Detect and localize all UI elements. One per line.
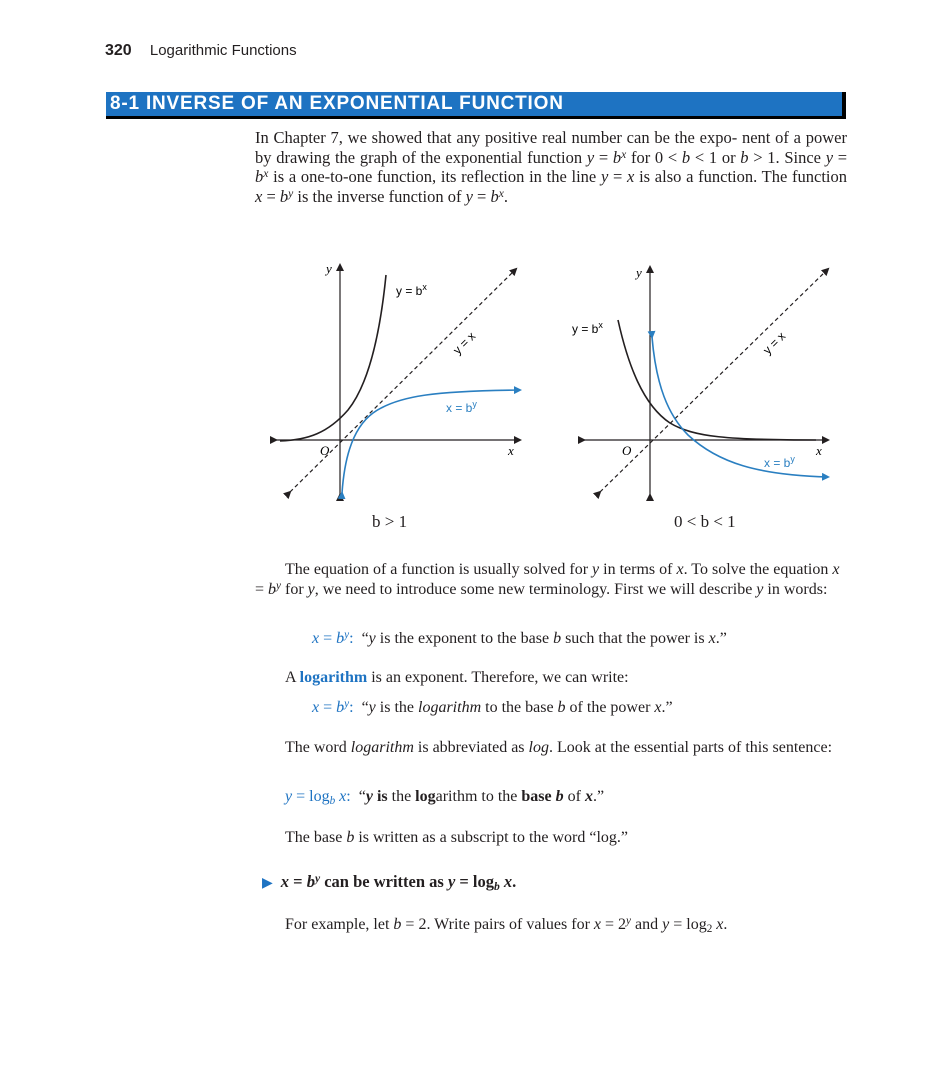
identity-line xyxy=(290,269,516,492)
graph-b-greater-than-1-svg xyxy=(268,255,543,500)
paragraph-example: For example, let b = 2. Write pairs of values for $x = 2^y$ and $y = \log_2 x$. xyxy=(285,914,728,935)
paragraph-abbreviation: The word logarithm is abbreviated as log. Look at the essential parts of this sentence: xyxy=(285,739,833,756)
identity-label: y = x xyxy=(760,329,789,358)
equation-exponent-definition: $x = b^y$: “y is the exponent to the base b such that the power is x.” xyxy=(312,628,727,647)
exp-curve-label: $y = b^x$ xyxy=(572,320,603,336)
y-axis-label: y xyxy=(636,265,642,280)
page-number: 320 xyxy=(105,42,132,59)
log-curve-label: $x = b^y$ xyxy=(764,454,795,470)
graph-b-greater-than-1 xyxy=(268,255,543,500)
origin-label: O xyxy=(320,443,330,458)
condition-b-gt-1: b > 1 xyxy=(372,512,408,531)
identity-label: y = x xyxy=(450,329,479,358)
logarithmic-curve xyxy=(342,390,520,493)
key-statement: ▶ $x = b^y$ can be written as $y = \log_b x$. xyxy=(262,872,517,893)
graph-b-between-0-and-1 xyxy=(572,255,853,500)
triangle-bullet-icon: ▶ xyxy=(262,876,273,891)
page-header xyxy=(105,42,297,60)
section-title: 8-1 INVERSE OF AN EXPONENTIAL FUNCTION xyxy=(110,93,564,114)
exp-curve-label: $y = b^x$ xyxy=(396,282,427,298)
equation-log-notation: $y = \log_b x$: “y is the logarithm to the base b of x.” xyxy=(285,788,605,807)
paragraph-solve-equation: The equation of a function is usually solved for y in terms of x. To solve the equation $x = b^y$ for y, we need to introduce some new terminology. First we will describe y in words: xyxy=(255,561,840,598)
running-title: Logarithmic Functions xyxy=(149,42,297,59)
intro-paragraph: In Chapter 7, we showed that any positive real number can be the expo- nent of a power by drawing the graph of the exponential function $y = b^x$ for 0 < b < 1 or b > 1. Since $y = b^x$ is a one-to-one function, its reflection in the line y = x is also a function. The function $x = b^y$ is the inverse function of $y = b^x$. xyxy=(255,128,848,206)
x-axis-label: x xyxy=(816,443,822,458)
equation-logarithm-sentence: $x = b^y$: “y is the logarithm to the base b of the power x.” xyxy=(312,697,673,716)
paragraph-subscript-note: The base b is written as a subscript to the word “log.” xyxy=(285,829,629,846)
log-curve-label: $x = b^y$ xyxy=(446,399,477,415)
section-heading-bar xyxy=(106,92,846,119)
paragraph-logarithm-definition: A logarithm is an exponent. Therefore, we can write: xyxy=(285,669,629,686)
x-axis-label: x xyxy=(508,443,514,458)
graph-b-between-0-and-1-svg xyxy=(572,255,853,500)
origin-label: O xyxy=(622,443,632,458)
condition-b-between-0-1: 0 < b < 1 xyxy=(674,512,736,531)
logarithmic-curve xyxy=(652,337,828,477)
y-axis-label: y xyxy=(326,261,332,276)
